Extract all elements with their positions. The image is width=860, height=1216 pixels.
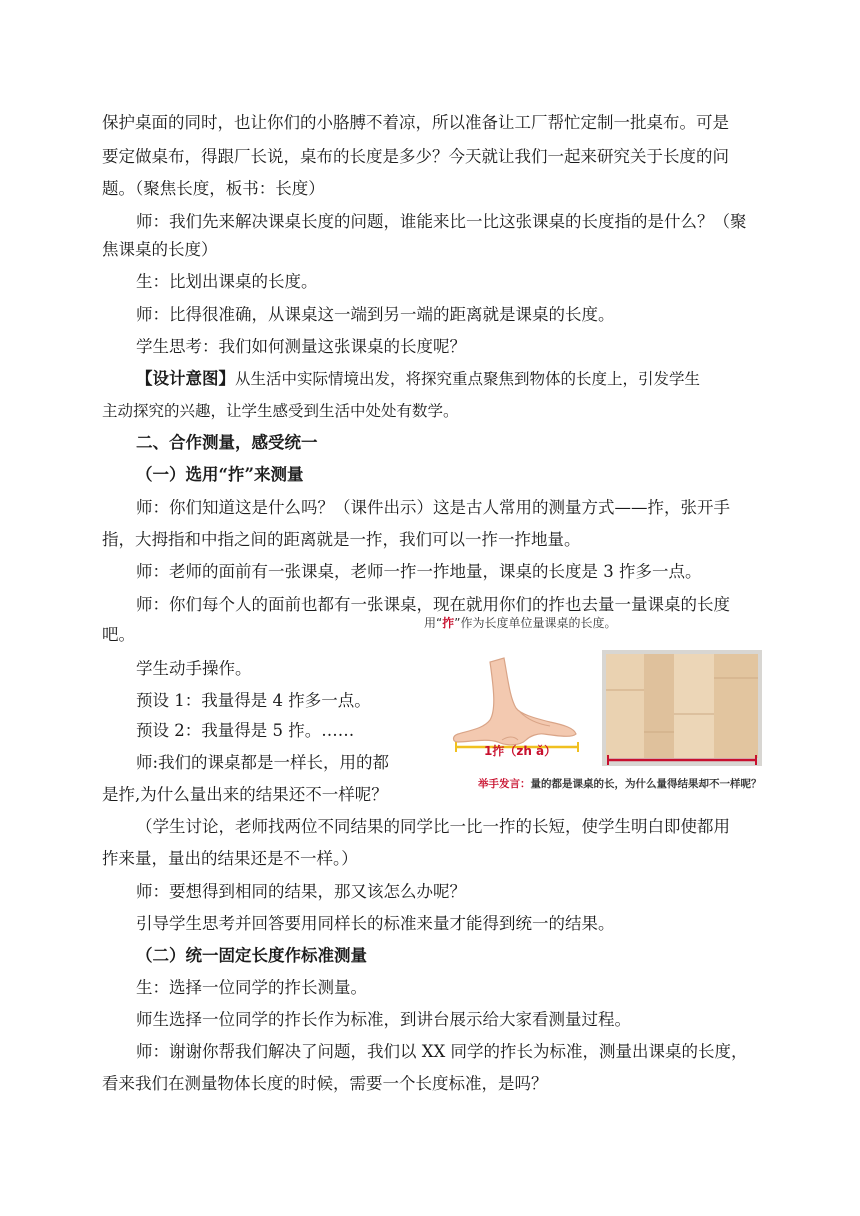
- text-line: 师：要想得到相同的结果，那又该怎么办呢？: [136, 882, 466, 901]
- text-line: 指，大拇指和中指之间的距离就是一拃，我们可以一拃一拃地量。: [102, 530, 581, 549]
- text-line: 师生选择一位同学的拃长作为标准，到讲台展示给大家看测量过程。: [136, 1010, 631, 1029]
- text-line: 保护桌面的同时，也让你们的小胳膊不着凉，所以准备让工厂帮忙定制一批桌布。可是: [102, 113, 729, 132]
- text-line: 题。（聚焦长度，板书：长度）: [102, 179, 325, 198]
- text-line: 拃来量，量出的结果还是不一样。）: [102, 849, 358, 868]
- text-line: 引导学生思考并回答要用同样长的标准来量才能得到统一的结果。: [136, 914, 615, 933]
- section-heading: 二、合作测量，感受统一: [136, 433, 318, 452]
- text-line: 主动探究的兴趣，让学生感受到生活中处处有数学。: [102, 402, 459, 420]
- text-line: 师：我们先来解决课桌长度的问题，谁能来比一比这张课桌的长度指的是什么？（聚: [136, 212, 747, 231]
- text-line: 师：老师的面前有一张课桌，老师一拃一拃地量，课桌的长度是 3 拃多一点。: [136, 562, 702, 581]
- figure-question-note: 举手发言：量的都是课桌的长，为什么量得结果却不一样呢？: [478, 778, 762, 790]
- figure-note-tag: 举手发言：: [478, 778, 531, 790]
- design-intent-line: [136, 367, 700, 391]
- design-intent-text: 从生活中实际情境出发，将探究重点聚焦到物体的长度上，引发学生: [235, 370, 701, 388]
- desk-photo: [602, 650, 762, 766]
- subsection-heading: （一）选用“拃”来测量: [136, 465, 304, 484]
- text-line: 师：你们知道这是什么吗？（课件出示）这是古人常用的测量方式——拃，张开手: [136, 498, 730, 517]
- figure-caption: 用“拃”作为长度单位量课桌的长度。: [424, 616, 617, 630]
- design-intent-tag: 【设计意图】: [136, 369, 235, 388]
- text-line: 看来我们在测量物体长度的时候，需要一个长度标准，是吗？: [102, 1074, 548, 1093]
- text-line: 生：选择一位同学的拃长测量。: [136, 978, 367, 997]
- text-line: 师:我们的课桌都是一样长，用的都: [136, 753, 390, 772]
- text-line: 学生思考：我们如何测量这张课桌的长度呢？: [136, 337, 466, 356]
- text-line: 焦课桌的长度）: [102, 240, 218, 259]
- text-line: （学生讨论，老师找两位不同结果的同学比一比一拃的长短，使学生明白即使都用: [136, 817, 730, 836]
- text-line: 吧。: [102, 625, 135, 644]
- text-line: 预设 1：我量得是 4 拃多一点。: [136, 691, 371, 710]
- text-line: 要定做桌布，得跟厂长说，桌布的长度是多少？今天就让我们一起来研究关于长度的问: [102, 147, 729, 166]
- text-line: 学生动手操作。: [136, 659, 252, 678]
- text-line: 师：谢谢你帮我们解决了问题，我们以 XX 同学的拃长为标准，测量出课桌的长度，: [136, 1042, 748, 1061]
- span-unit-label: 1拃（zh ǎ）: [484, 744, 557, 758]
- text-line: 师：你们每个人的面前也都有一张课桌，现在就用你们的拃也去量一量课桌的长度: [136, 595, 730, 614]
- text-line: 预设 2：我量得是 5 拃。……: [136, 721, 355, 740]
- measurement-figure: [412, 614, 766, 794]
- figure-caption-keyword: 拃: [442, 616, 455, 630]
- subsection-heading: （二）统一固定长度作标准测量: [136, 946, 367, 965]
- text-line: 生：比划出课桌的长度。: [136, 272, 318, 291]
- text-line: 是拃,为什么量出来的结果还不一样呢？: [102, 785, 388, 804]
- text-line: 师：比得很准确，从课桌这一端到另一端的距离就是课桌的长度。: [136, 305, 615, 324]
